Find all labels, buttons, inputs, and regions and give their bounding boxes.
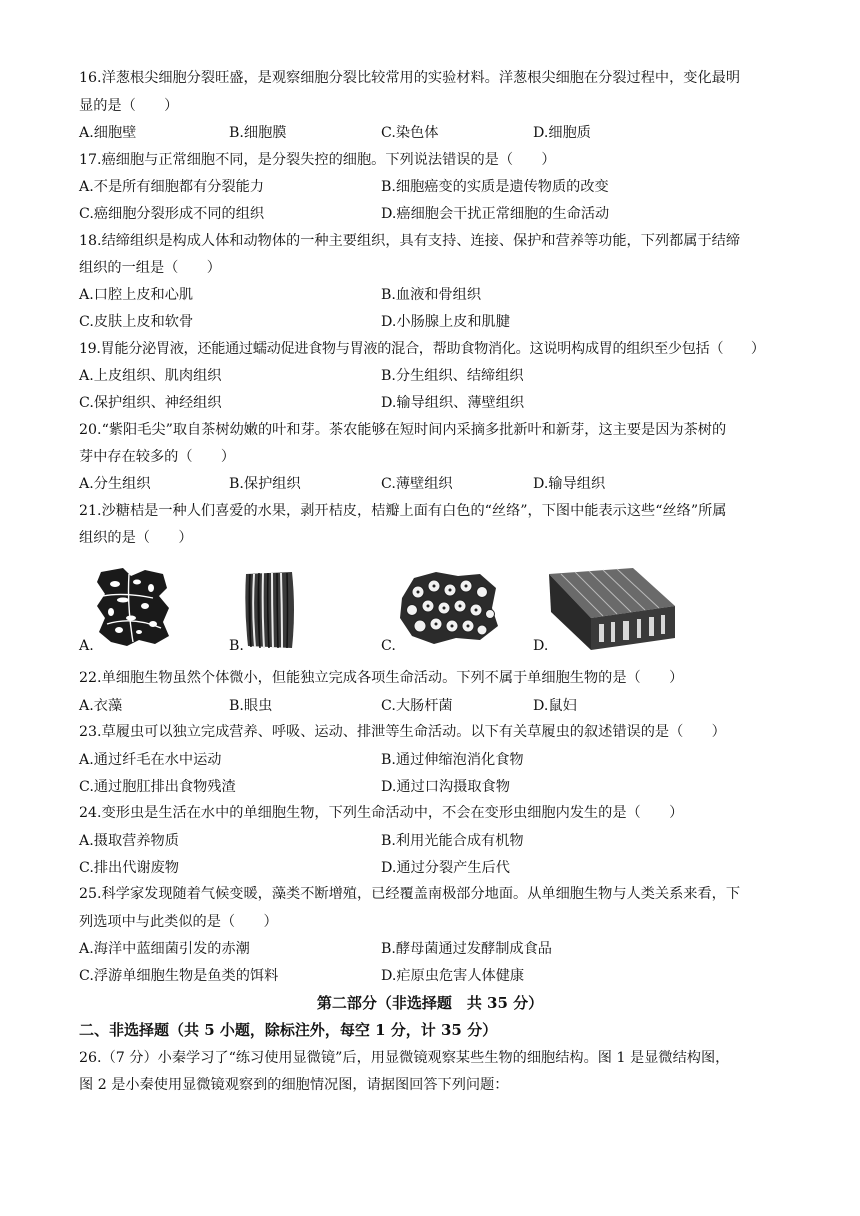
q17-option-a: A.不是所有细胞都有分裂能力 — [79, 179, 265, 195]
q17-option-b: B.细胞癌变的实质是遗传物质的改变 — [381, 179, 609, 195]
q24-option-c: C.排出代谢废物 — [79, 860, 179, 876]
q16-option-b: B.细胞膜 — [229, 125, 287, 141]
q16-option-a: A.细胞壁 — [79, 125, 137, 141]
q20-stem-line1: 20.“紫阳毛尖”取自茶树幼嫩的叶和芽。茶农能够在短时间内采摘多批新叶和新芽，这主要是因为茶树的 — [79, 422, 727, 438]
q25-stem-line1: 25.科学家发现随着气候变暖，藻类不断增殖，已经覆盖南极部分地面。从单细胞生物与人类关系来看，下 — [79, 886, 741, 902]
q21-option-d: D. — [533, 638, 549, 654]
q25-option-c: C.浮游单细胞生物是鱼类的饵料 — [79, 968, 279, 984]
q25-stem-line2: 列选项中与此类似的是（ ） — [79, 914, 278, 930]
q17-option-c: C.癌细胞分裂形成不同的组织 — [79, 206, 265, 222]
q19-option-b: B.分生组织、结缔组织 — [381, 368, 524, 384]
q18-stem-line1: 18.结缔组织是构成人体和动物体的一种主要组织，具有支持、连接、保护和营养等功能，下列都属于结缔 — [79, 233, 741, 249]
q25-option-d: D.疟原虫危害人体健康 — [381, 968, 525, 984]
q24-option-a: A.摄取营养物质 — [79, 833, 179, 849]
q22-option-b: B.眼虫 — [229, 698, 273, 714]
q22-option-a: A.衣藻 — [79, 698, 123, 714]
q26-stem-line1: 26.（7 分）小秦学习了“练习使用显微镜”后，用显微镜观察某些生物的细胞结构。图 1 是显微结构图， — [79, 1050, 730, 1066]
q24-option-b: B.利用光能合成有机物 — [381, 833, 524, 849]
q21-figure-b-tissue-image — [242, 570, 298, 650]
q24-stem: 24.变形虫是生活在水中的单细胞生物，下列生命活动中，不会在变形虫细胞内发生的是（ ） — [79, 805, 684, 821]
q21-figure-a-tissue-image — [93, 566, 173, 648]
q20-stem-line2: 芽中存在较多的（ ） — [79, 449, 236, 465]
q22-stem: 22.单细胞生物虽然个体微小，但能独立完成各项生命活动。下列不属于单细胞生物的是（ ） — [79, 670, 684, 686]
q18-stem-line2: 组织的一组是（ ） — [79, 260, 221, 276]
q19-option-c: C.保护组织、神经组织 — [79, 395, 222, 411]
q24-option-d: D.通过分裂产生后代 — [381, 860, 510, 876]
q21-stem-line2: 组织的是（ ） — [79, 530, 193, 546]
q19-stem: 19.胃能分泌胃液，还能通过蠕动促进食物与胃液的混合，帮助食物消化。这说明构成胃的组织至少包括（ ） — [79, 341, 765, 357]
q25-option-a: A.海洋中蓝细菌引发的赤潮 — [79, 941, 250, 957]
q22-option-c: C.大肠杆菌 — [381, 698, 453, 714]
q19-option-a: A.上皮组织、肌肉组织 — [79, 368, 222, 384]
part2-title: 第二部分（非选择题 共 35 分） — [316, 994, 544, 1012]
q21-option-b: B. — [229, 638, 244, 654]
q18-option-b: B.血液和骨组织 — [381, 287, 482, 303]
q23-option-b: B.通过伸缩泡消化食物 — [381, 752, 524, 768]
q26-stem-line2: 图 2 是小秦使用显微镜观察到的细胞情况图，请据图回答下列问题： — [79, 1077, 509, 1093]
q23-option-c: C.通过胞肛排出食物残渣 — [79, 779, 236, 795]
section2-title: 二、非选择题（共 5 小题，除标注外，每空 1 分，计 35 分） — [79, 1021, 498, 1039]
q21-figure-c-tissue-image — [396, 568, 502, 646]
q25-option-b: B.酵母菌通过发酵制成食品 — [381, 941, 552, 957]
q20-option-d: D.输导组织 — [533, 476, 606, 492]
q23-option-a: A.通过纤毛在水中运动 — [79, 752, 222, 768]
q20-option-b: B.保护组织 — [229, 476, 301, 492]
q16-option-d: D.细胞质 — [533, 125, 591, 141]
q21-figure-d-tissue-image — [547, 566, 677, 652]
q18-option-a: A.口腔上皮和心肌 — [79, 287, 194, 303]
q20-option-a: A.分生组织 — [79, 476, 151, 492]
q16-option-c: C.染色体 — [381, 125, 439, 141]
q23-option-d: D.通过口沟摄取食物 — [381, 779, 510, 795]
q23-stem: 23.草履虫可以独立完成营养、呼吸、运动、排泄等生命活动。以下有关草履虫的叙述错误的是（ ） — [79, 724, 726, 740]
q18-option-c: C.皮肤上皮和软骨 — [79, 314, 194, 330]
q21-option-c: C. — [381, 638, 396, 654]
q21-option-a: A. — [79, 638, 94, 654]
q17-option-d: D.癌细胞会干扰正常细胞的生命活动 — [381, 206, 610, 222]
q22-option-d: D.鼠妇 — [533, 698, 577, 714]
q20-option-c: C.薄壁组织 — [381, 476, 453, 492]
q16-stem-line2: 显的是（ ） — [79, 98, 179, 114]
q16-stem-line1: 16.洋葱根尖细胞分裂旺盛，是观察细胞分裂比较常用的实验材料。洋葱根尖细胞在分裂过程中，变化最明 — [79, 70, 741, 86]
q17-stem: 17.癌细胞与正常细胞不同，是分裂失控的细胞。下列说法错误的是（ ） — [79, 152, 556, 168]
q19-option-d: D.输导组织、薄壁组织 — [381, 395, 525, 411]
q21-stem-line1: 21.沙糖桔是一种人们喜爱的水果，剥开桔皮，桔瓣上面有白色的“丝络”，下图中能表示这些“丝络”所属 — [79, 503, 727, 519]
q18-option-d: D.小肠腺上皮和肌腱 — [381, 314, 510, 330]
